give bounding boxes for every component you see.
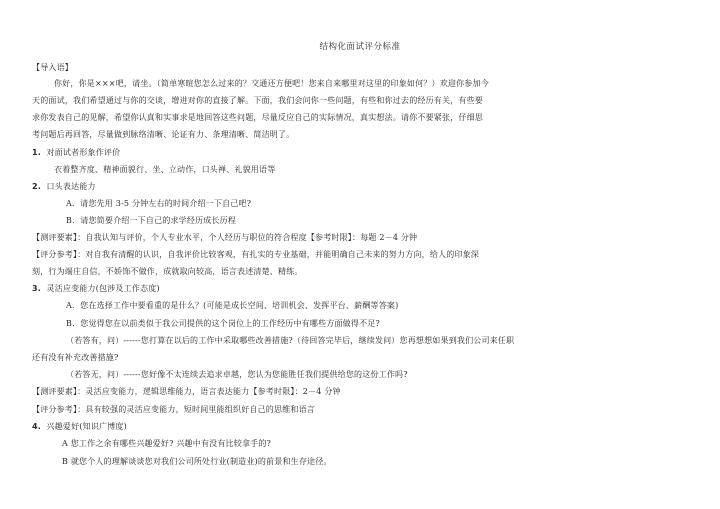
intro-line-4: 考问题后再回答，尽量做到脉络清晰、论证有力、条理清晰、简洁明了。 bbox=[32, 130, 295, 139]
intro-heading: 【导入语】 bbox=[32, 63, 73, 72]
section-1-title: 对面试者形象作评价 bbox=[46, 148, 121, 157]
intro-line-1: 你好，你是×××吧，请坐。（简单寒暄您怎么过来的？交通还方便吧！您来自来哪里对这里的印象如何？）欢迎你参加今 bbox=[54, 79, 489, 88]
section-2-eval: 【测评要素】：自我认知与评价，个人专业水平，个人经历与职位的符合程度【参考时限】：每题 2－4 分钟 bbox=[32, 233, 418, 242]
section-3-ref: 【评分参考】：具有较强的灵活应变能力，短时间里能组织好自己的思维和语言 bbox=[32, 405, 315, 414]
section-2-question-a: A．请您先用 3-5 分钟左右的时间介绍一下自己吧? bbox=[66, 199, 252, 208]
section-3-follow-1b: 还有没有补充改善措施? bbox=[32, 353, 119, 362]
section-3-follow-1a: （若答有，问）------您打算在以后的工作中采取哪些改善措施?（待回答完毕后，继续发问）您再想想如果到我们公司来任职 bbox=[66, 336, 515, 345]
section-2-title: 口头表达能力 bbox=[46, 182, 96, 191]
section-3-number: 3. bbox=[32, 284, 42, 293]
section-3-heading bbox=[32, 283, 160, 294]
section-2-number: 2. bbox=[32, 182, 42, 191]
section-3-eval: 【测评要素】：灵活应变能力，逻辑思维能力，语言表达能力【参考时限】：2－4 分钟 bbox=[32, 387, 341, 396]
section-4-title: 兴趣爱好(知识广博度) bbox=[46, 422, 127, 431]
section-4-number: 4. bbox=[32, 422, 42, 431]
section-1-heading bbox=[32, 147, 120, 158]
section-2-ref-1: 【评分参考】：对自我有清醒的认识，自我评价比较客观，有扎实的专业基础，并能明确自己未来的努力方向，给人的印象深 bbox=[32, 250, 479, 259]
intro-line-2: 天的面试，我们希望通过与你的交谈，增进对你的直接了解。下面，我们会问你一些问题，有些和你过去的经历有关，有些要 bbox=[32, 96, 483, 105]
section-3-question-a: A．您在选择工作中要看重的是什么？(可能是成长空间、培训机会、发挥平台、薪酬等答案) bbox=[66, 301, 399, 310]
section-2-ref-2: 刻，行为端庄自信，不娇饰不做作，成就取向较高，语言表述清楚、精练。 bbox=[32, 267, 303, 276]
section-4-question-a: A 您工作之余有哪些兴趣爱好? 兴趣中有没有比较拿手的? bbox=[62, 439, 272, 448]
intro-line-3: 求你发表自己的见解，希望你认真和实事求是地回答这些问题，尽量反应自己的实际情况，真实想法。请你不要紧张，仔细思 bbox=[32, 113, 483, 122]
section-2-heading bbox=[32, 181, 96, 192]
section-1-number: 1. bbox=[32, 148, 42, 157]
section-3-question-b: B．您觉得您在以前类似于我公司提供的这个岗位上的工作经历中有哪些方面做得不足? bbox=[66, 319, 380, 328]
section-3-follow-2: （若答无，问）------您好像不太连续去追求卓越，您认为您能胜任我们提供给您的这份工作吗? bbox=[66, 370, 408, 379]
section-1-text: 衣着整齐度、精神面貌行、坐、立动作，口头禅、礼貌用语等 bbox=[54, 165, 276, 174]
section-2-question-b: B．请您简要介绍一下自己的求学经历成长历程 bbox=[66, 216, 237, 225]
document-title: 结构化面试评分标准 bbox=[319, 42, 401, 52]
section-4-question-b: B 就您个人的理解谈谈您对我们公司所处行业(制造业)的前景和生存途径。 bbox=[62, 457, 332, 466]
section-4-heading bbox=[32, 421, 127, 432]
section-3-title: 灵活应变能力(包涉及工作态度) bbox=[46, 284, 160, 293]
